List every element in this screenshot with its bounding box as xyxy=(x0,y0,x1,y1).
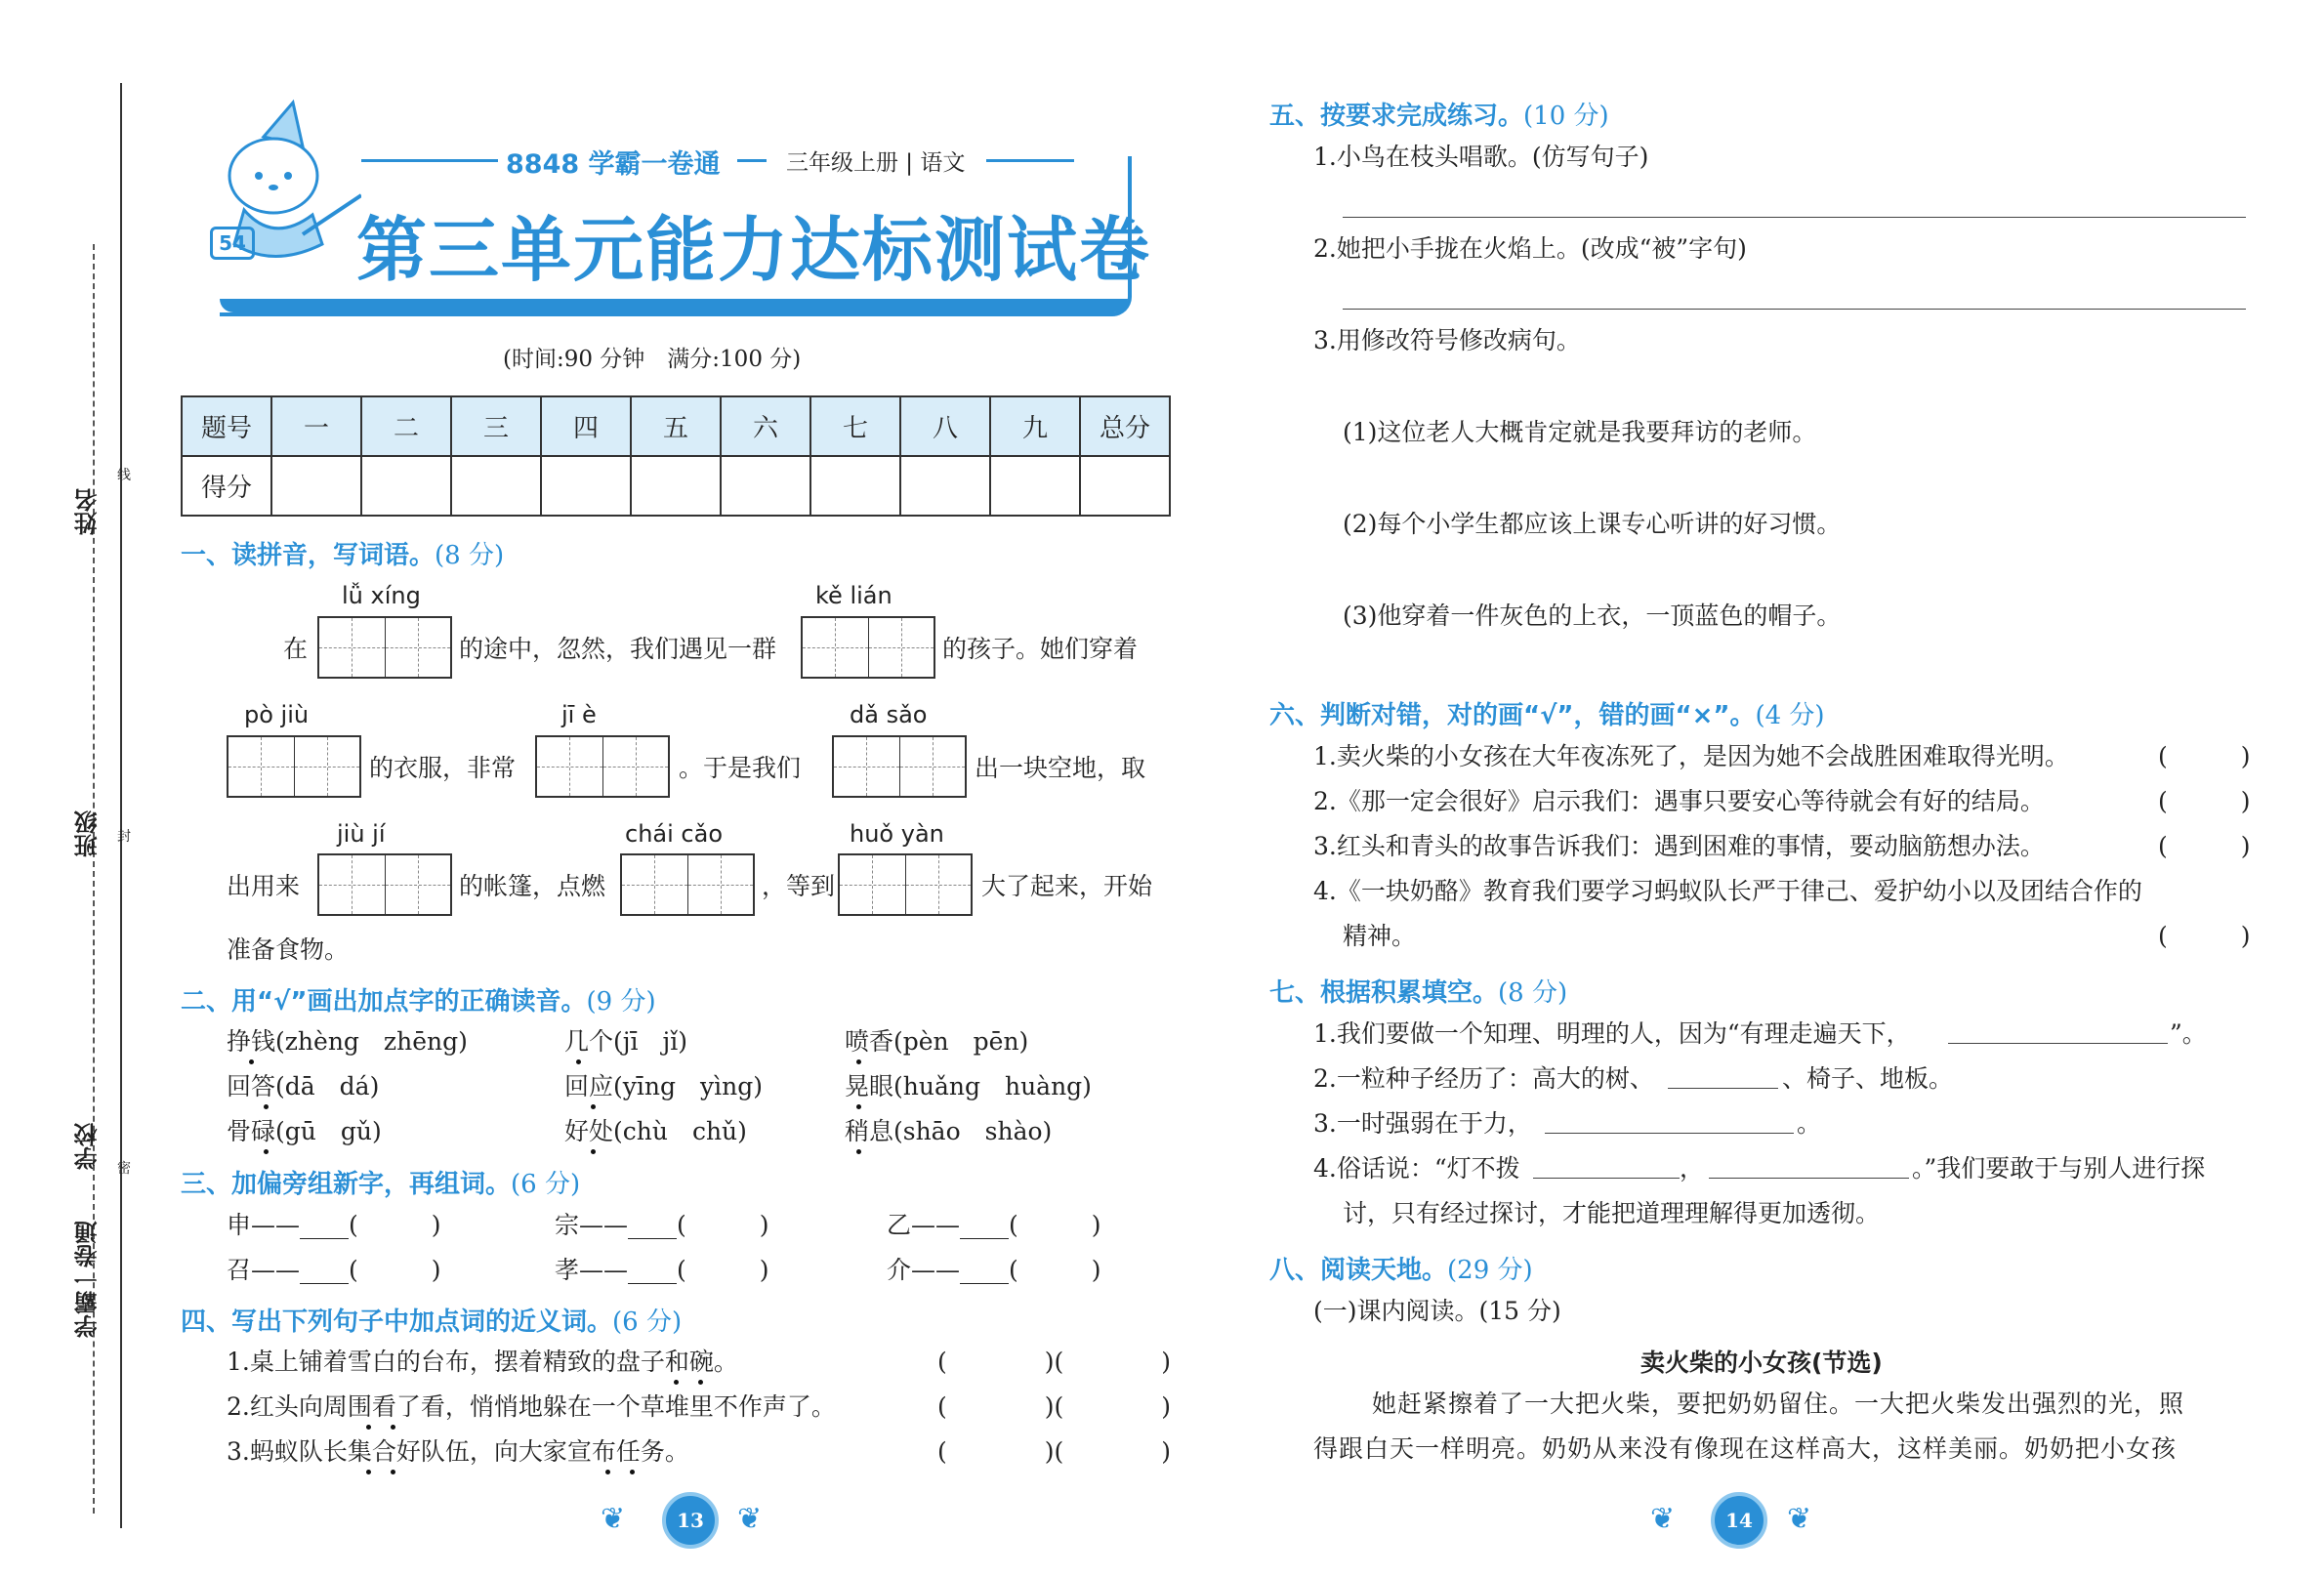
pinyin-3: pò jiù xyxy=(244,701,310,728)
score-cell[interactable] xyxy=(631,456,721,516)
q3-item[interactable]: 孝——____( ) xyxy=(555,1256,769,1284)
writing-grid[interactable] xyxy=(535,735,670,798)
q7-item: 讨，只有经过探讨，才能把道理理解得更加透彻。 xyxy=(1343,1199,1881,1227)
table-cell: 总分 xyxy=(1080,396,1170,456)
q2-item[interactable]: 喷香(pèn pēn) xyxy=(845,1027,1029,1056)
class-label: 班级 xyxy=(74,810,102,857)
q6-answer-paren[interactable]: ( ) xyxy=(2158,832,2251,860)
q3-heading-text: 三、加偏旁组新字，再组词。 xyxy=(181,1170,512,1199)
q4-answer-paren[interactable]: ( )( ) xyxy=(937,1437,1172,1466)
q6-item: 2.《那一定会很好》启示我们：遇事只要安心等待就会有好的结局。 xyxy=(1313,787,2045,815)
emphasis-dot xyxy=(856,1104,861,1109)
table-cell: 五 xyxy=(631,396,721,456)
emphasis-dot xyxy=(366,1470,371,1474)
writing-grid[interactable] xyxy=(838,853,973,916)
table-cell: 三 xyxy=(451,396,541,456)
brand-text: 8848 学霸一卷通 xyxy=(506,149,721,180)
q1-heading-text: 一、读拼音，写词语。 xyxy=(181,541,436,570)
passage-line: 她赶紧擦着了一大把火柴，要把奶奶留住。一大把火柴发出强烈的光，照 xyxy=(1372,1390,2185,1418)
emphasis-dot xyxy=(391,1470,395,1474)
q4-score: (6 分) xyxy=(612,1307,683,1337)
q2-score: (9 分) xyxy=(586,987,656,1017)
score-cell[interactable] xyxy=(1080,456,1170,516)
school-label: 学校 xyxy=(74,1123,102,1170)
pinyin-7: chái cǎo xyxy=(625,820,723,848)
header-banner-base xyxy=(220,299,1128,312)
q8-score: (29 分) xyxy=(1447,1256,1533,1285)
writing-grid[interactable] xyxy=(801,616,935,679)
q1-text: 的帐篷，点燃 xyxy=(459,872,606,900)
q4-item: 1.桌上铺着雪白的台布，摆着精致的盘子和碗。 xyxy=(227,1348,738,1376)
fill-blank[interactable] xyxy=(1545,1133,1794,1134)
q3-item[interactable]: 申——____( ) xyxy=(227,1211,441,1239)
leaf-icon: ❦ xyxy=(737,1502,763,1536)
score-table-header-row xyxy=(182,396,1170,456)
emphasis-dot xyxy=(591,1149,596,1154)
q6-answer-paren[interactable]: ( ) xyxy=(2158,922,2251,950)
q1-text: 。于是我们 xyxy=(679,754,802,782)
score-cell[interactable] xyxy=(990,456,1080,516)
score-cell[interactable] xyxy=(541,456,631,516)
pinyin-6: jiù jí xyxy=(337,820,386,848)
binding-line xyxy=(120,83,122,1528)
grade-subject: 三年级上册 | 语文 xyxy=(786,150,966,176)
q4-answer-paren[interactable]: ( )( ) xyxy=(937,1348,1172,1376)
seal-char-feng: 封 xyxy=(117,829,131,845)
q3-heading xyxy=(181,1164,580,1200)
q6-answer-paren[interactable]: ( ) xyxy=(2158,742,2251,770)
header-rule-left xyxy=(361,159,498,162)
table-cell: 得分 xyxy=(182,456,271,516)
seal-char-mi: 密 xyxy=(117,1161,131,1177)
name-label: 姓名 xyxy=(74,488,102,535)
table-cell: 四 xyxy=(541,396,631,456)
exam-info: (时间:90 分钟 满分:100 分) xyxy=(503,347,802,372)
fill-blank[interactable] xyxy=(1709,1178,1909,1179)
table-cell: 六 xyxy=(721,396,810,456)
q6-heading-text: 六、判断对错，对的画“√”，错的画“×”。 xyxy=(1269,701,1756,730)
emphasis-dot xyxy=(605,1470,610,1474)
emphasis-dot xyxy=(391,1425,395,1430)
q8-heading xyxy=(1269,1250,1533,1286)
pinyin-1: lǚ xíng xyxy=(342,582,421,609)
q7-heading-text: 七、根据积累填空。 xyxy=(1269,978,1499,1008)
q5-item: 1.小鸟在枝头唱歌。(仿写句子) xyxy=(1313,143,1649,171)
emphasis-dot xyxy=(366,1425,371,1430)
seal-char-xian: 线 xyxy=(117,468,131,483)
answer-line[interactable] xyxy=(1343,217,2246,218)
score-cell[interactable] xyxy=(721,456,810,516)
pinyin-5: dǎ sǎo xyxy=(850,701,928,728)
leaf-icon: ❦ xyxy=(601,1502,626,1536)
q7-score: (8 分) xyxy=(1498,978,1568,1008)
pinyin-8: huǒ yàn xyxy=(850,820,944,848)
q6-item: 4.《一块奶酪》教育我们要学习蚂蚁队长严于律己、爱护幼小以及团结合作的 xyxy=(1313,877,2142,905)
table-cell: 九 xyxy=(990,396,1080,456)
fill-blank[interactable] xyxy=(1668,1088,1778,1089)
passage-title: 卖火柴的小女孩(节选) xyxy=(1640,1349,1883,1377)
answer-line[interactable] xyxy=(1343,309,2246,310)
score-table xyxy=(181,395,1171,517)
score-table-score-row xyxy=(182,456,1170,516)
q7-item: 。”我们要敢于与别人进行探 xyxy=(1912,1154,2206,1183)
page-title: 第三单元能力达标测试卷 xyxy=(356,209,1152,291)
q4-item: 2.红头向周围看了看，悄悄地躲在一个草堆里不作声了。 xyxy=(227,1392,836,1421)
q5-item[interactable]: (2)每个小学生都应该上课专心听讲的好习惯。 xyxy=(1343,510,1842,538)
q3-item[interactable]: 宗——____( ) xyxy=(555,1211,769,1239)
passage-line: 得跟白天一样明亮。奶奶从来没有像现在这样高大，这样美丽。奶奶把小女孩 xyxy=(1313,1434,2178,1463)
table-cell: 题号 xyxy=(182,396,271,456)
score-cell[interactable] xyxy=(361,456,451,516)
q2-item[interactable]: 骨碌(gū gǔ) xyxy=(227,1117,382,1145)
q1-text: 的孩子。她们穿着 xyxy=(942,635,1139,663)
q8-subsection: (一)课内阅读。(15 分) xyxy=(1313,1297,1561,1325)
q1-text: 在 xyxy=(283,635,309,663)
fill-blank[interactable] xyxy=(1533,1178,1680,1179)
q1-heading xyxy=(181,535,504,571)
emphasis-dot xyxy=(856,1059,861,1064)
writing-grid[interactable] xyxy=(620,853,755,916)
q1-text: 大了起来，开始 xyxy=(981,872,1153,900)
emphasis-dot xyxy=(264,1149,269,1154)
q6-item: 3.红头和青头的故事告诉我们：遇到困难的事情，要动脑筋想办法。 xyxy=(1313,832,2045,860)
q1-text: ，等到 xyxy=(762,872,836,900)
sidebar-brand: 学霸一卷通 xyxy=(74,1221,102,1338)
q3-item[interactable]: 介——____( ) xyxy=(887,1256,1101,1284)
q4-item: 3.蚂蚁队长集合好队伍，向大家宣布任务。 xyxy=(227,1437,689,1466)
q2-item[interactable]: 挣钱(zhèng zhēng) xyxy=(227,1027,468,1056)
q7-item: 、椅子、地板。 xyxy=(1782,1064,1954,1093)
q4-heading xyxy=(181,1302,682,1338)
emphasis-dot xyxy=(630,1470,635,1474)
table-cell: 一 xyxy=(271,396,361,456)
table-cell: 八 xyxy=(900,396,990,456)
emphasis-dot xyxy=(698,1380,703,1385)
q3-item[interactable]: 召——____( ) xyxy=(227,1256,441,1284)
q7-item: 1.我们要做一个知理、明理的人，因为“有理走遍天下， xyxy=(1313,1019,1911,1048)
q2-item[interactable]: 几个(jī jǐ) xyxy=(564,1027,688,1056)
header-rule-right xyxy=(986,159,1074,162)
q6-item: 1.卖火柴的小女孩在大年夜冻死了，是因为她不会战胜困难取得光明。 xyxy=(1313,742,2069,770)
q2-item[interactable]: 晃眼(huǎng huàng) xyxy=(845,1072,1092,1100)
q4-answer-paren[interactable]: ( )( ) xyxy=(937,1392,1172,1421)
q7-heading xyxy=(1269,973,1567,1009)
q5-item: 3.用修改符号修改病句。 xyxy=(1313,326,1581,354)
q8-heading-text: 八、阅读天地。 xyxy=(1269,1256,1448,1285)
leaf-icon: ❦ xyxy=(1650,1502,1676,1536)
q2-item[interactable]: 回答(dā dá) xyxy=(227,1072,380,1100)
q3-score: (6 分) xyxy=(511,1170,581,1199)
q6-heading xyxy=(1269,695,1825,731)
q2-heading-text: 二、用“√”画出加点字的正确读音。 xyxy=(181,987,587,1017)
q2-item[interactable]: 好处(chù chǔ) xyxy=(564,1117,747,1145)
score-cell[interactable] xyxy=(810,456,900,516)
pinyin-4: jī è xyxy=(561,701,597,728)
writing-grid[interactable] xyxy=(227,735,361,798)
emphasis-dot xyxy=(856,1149,861,1154)
q2-item[interactable]: 回应(yīng yìng) xyxy=(564,1072,763,1100)
q6-score: (4 分) xyxy=(1755,701,1825,730)
q3-item[interactable]: 乙——____( ) xyxy=(887,1211,1101,1239)
q2-item[interactable]: 稍息(shāo shào) xyxy=(845,1117,1053,1145)
q7-item: ”。 xyxy=(2170,1019,2207,1048)
table-cell: 七 xyxy=(810,396,900,456)
q5-score: (10 分) xyxy=(1523,102,1609,131)
q5-item[interactable]: (3)他穿着一件灰色的上衣，一顶蓝色的帽子。 xyxy=(1343,602,1842,630)
q1-text: 的途中，忽然，我们遇见一群 xyxy=(459,635,777,663)
q7-item: 3.一时强弱在于力， xyxy=(1313,1109,1532,1138)
emphasis-dot xyxy=(674,1380,679,1385)
q4-heading-text: 四、写出下列句子中加点词的近义词。 xyxy=(181,1307,613,1337)
page-number-left: 13 xyxy=(662,1492,719,1549)
score-cell[interactable] xyxy=(900,456,990,516)
q5-heading xyxy=(1269,96,1609,132)
q7-item: 4.俗话说：“灯不拨 xyxy=(1313,1154,1520,1183)
emphasis-dot xyxy=(591,1104,596,1109)
q1-text: 准备食物。 xyxy=(227,935,350,964)
q1-score: (8 分) xyxy=(435,541,505,570)
q5-item: 2.她把小手拢在火焰上。(改成“被”字句) xyxy=(1313,234,1747,263)
q1-text: 出用来 xyxy=(227,872,301,900)
q5-item[interactable]: (1)这位老人大概肯定就是我要拜访的老师。 xyxy=(1343,418,1817,446)
header-rule-mid xyxy=(737,159,767,162)
q7-item: ， xyxy=(1680,1154,1705,1183)
q7-item: 。 xyxy=(1797,1109,1822,1138)
leaf-icon: ❦ xyxy=(1787,1502,1812,1536)
page-number-right: 14 xyxy=(1711,1492,1767,1549)
q1-text: 的衣服，非常 xyxy=(369,754,517,782)
pinyin-2: kě lián xyxy=(815,582,892,609)
q1-text: 出一块空地，取 xyxy=(975,754,1146,782)
writing-grid[interactable] xyxy=(317,616,452,679)
q5-heading-text: 五、按要求完成练习。 xyxy=(1269,102,1524,131)
q7-item: 2.一粒种子经历了：高大的树、 xyxy=(1313,1064,1654,1093)
score-cell[interactable] xyxy=(451,456,541,516)
writing-grid[interactable] xyxy=(832,735,967,798)
table-cell: 二 xyxy=(361,396,451,456)
cartoon-badge: 54 xyxy=(210,227,255,260)
emphasis-dot xyxy=(264,1104,269,1109)
q6-item: 精神。 xyxy=(1343,922,1417,950)
writing-grid[interactable] xyxy=(317,853,452,916)
emphasis-dot xyxy=(576,1059,581,1064)
fill-blank[interactable] xyxy=(1948,1043,2168,1044)
q6-answer-paren[interactable]: ( ) xyxy=(2158,787,2251,815)
q2-heading xyxy=(181,981,656,1017)
emphasis-dot xyxy=(249,1059,254,1064)
score-cell[interactable] xyxy=(271,456,361,516)
